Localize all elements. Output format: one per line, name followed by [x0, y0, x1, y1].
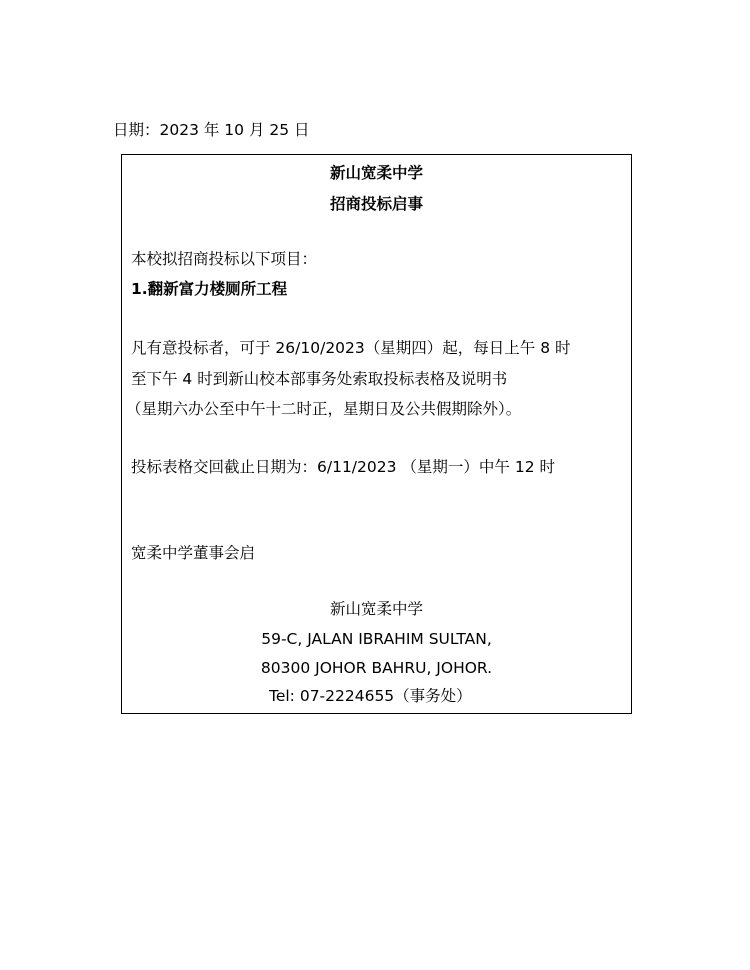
notice-date: 日期：2023 年 10 月 25 日 [113, 121, 310, 139]
address-school-name: 新山宽柔中学 [329, 600, 423, 618]
address-telephone: Tel: 07-2224655（事务处） [269, 687, 472, 705]
address-line-2: 80300 JOHOR BAHRU, JOHOR. [260, 659, 493, 677]
tender-notice-box [121, 154, 632, 714]
body-line-3: （星期六办公至中午十二时正，星期日及公共假期除外）。 [126, 400, 522, 418]
deadline-text: 投标表格交回截止日期为：6/11/2023 （星期一）中午 12 时 [131, 458, 555, 476]
notice-title: 招商投标启事 [329, 195, 423, 213]
address-line-1: 59-C, JALAN IBRAHIM SULTAN, [261, 630, 492, 648]
body-line-1: 凡有意投标者，可于 26/10/2023（星期四）起，每日上午 8 时 [131, 339, 571, 357]
body-line-2: 至下午 4 时到新山校本部事务处索取投标表格及说明书 [131, 370, 508, 388]
intro-text: 本校拟招商投标以下项目： [131, 250, 318, 268]
project-item: 1.翻新富力楼厕所工程 [131, 280, 288, 298]
issuer-signature: 宽柔中学董事会启 [131, 544, 256, 562]
school-name-heading: 新山宽柔中学 [329, 164, 423, 182]
